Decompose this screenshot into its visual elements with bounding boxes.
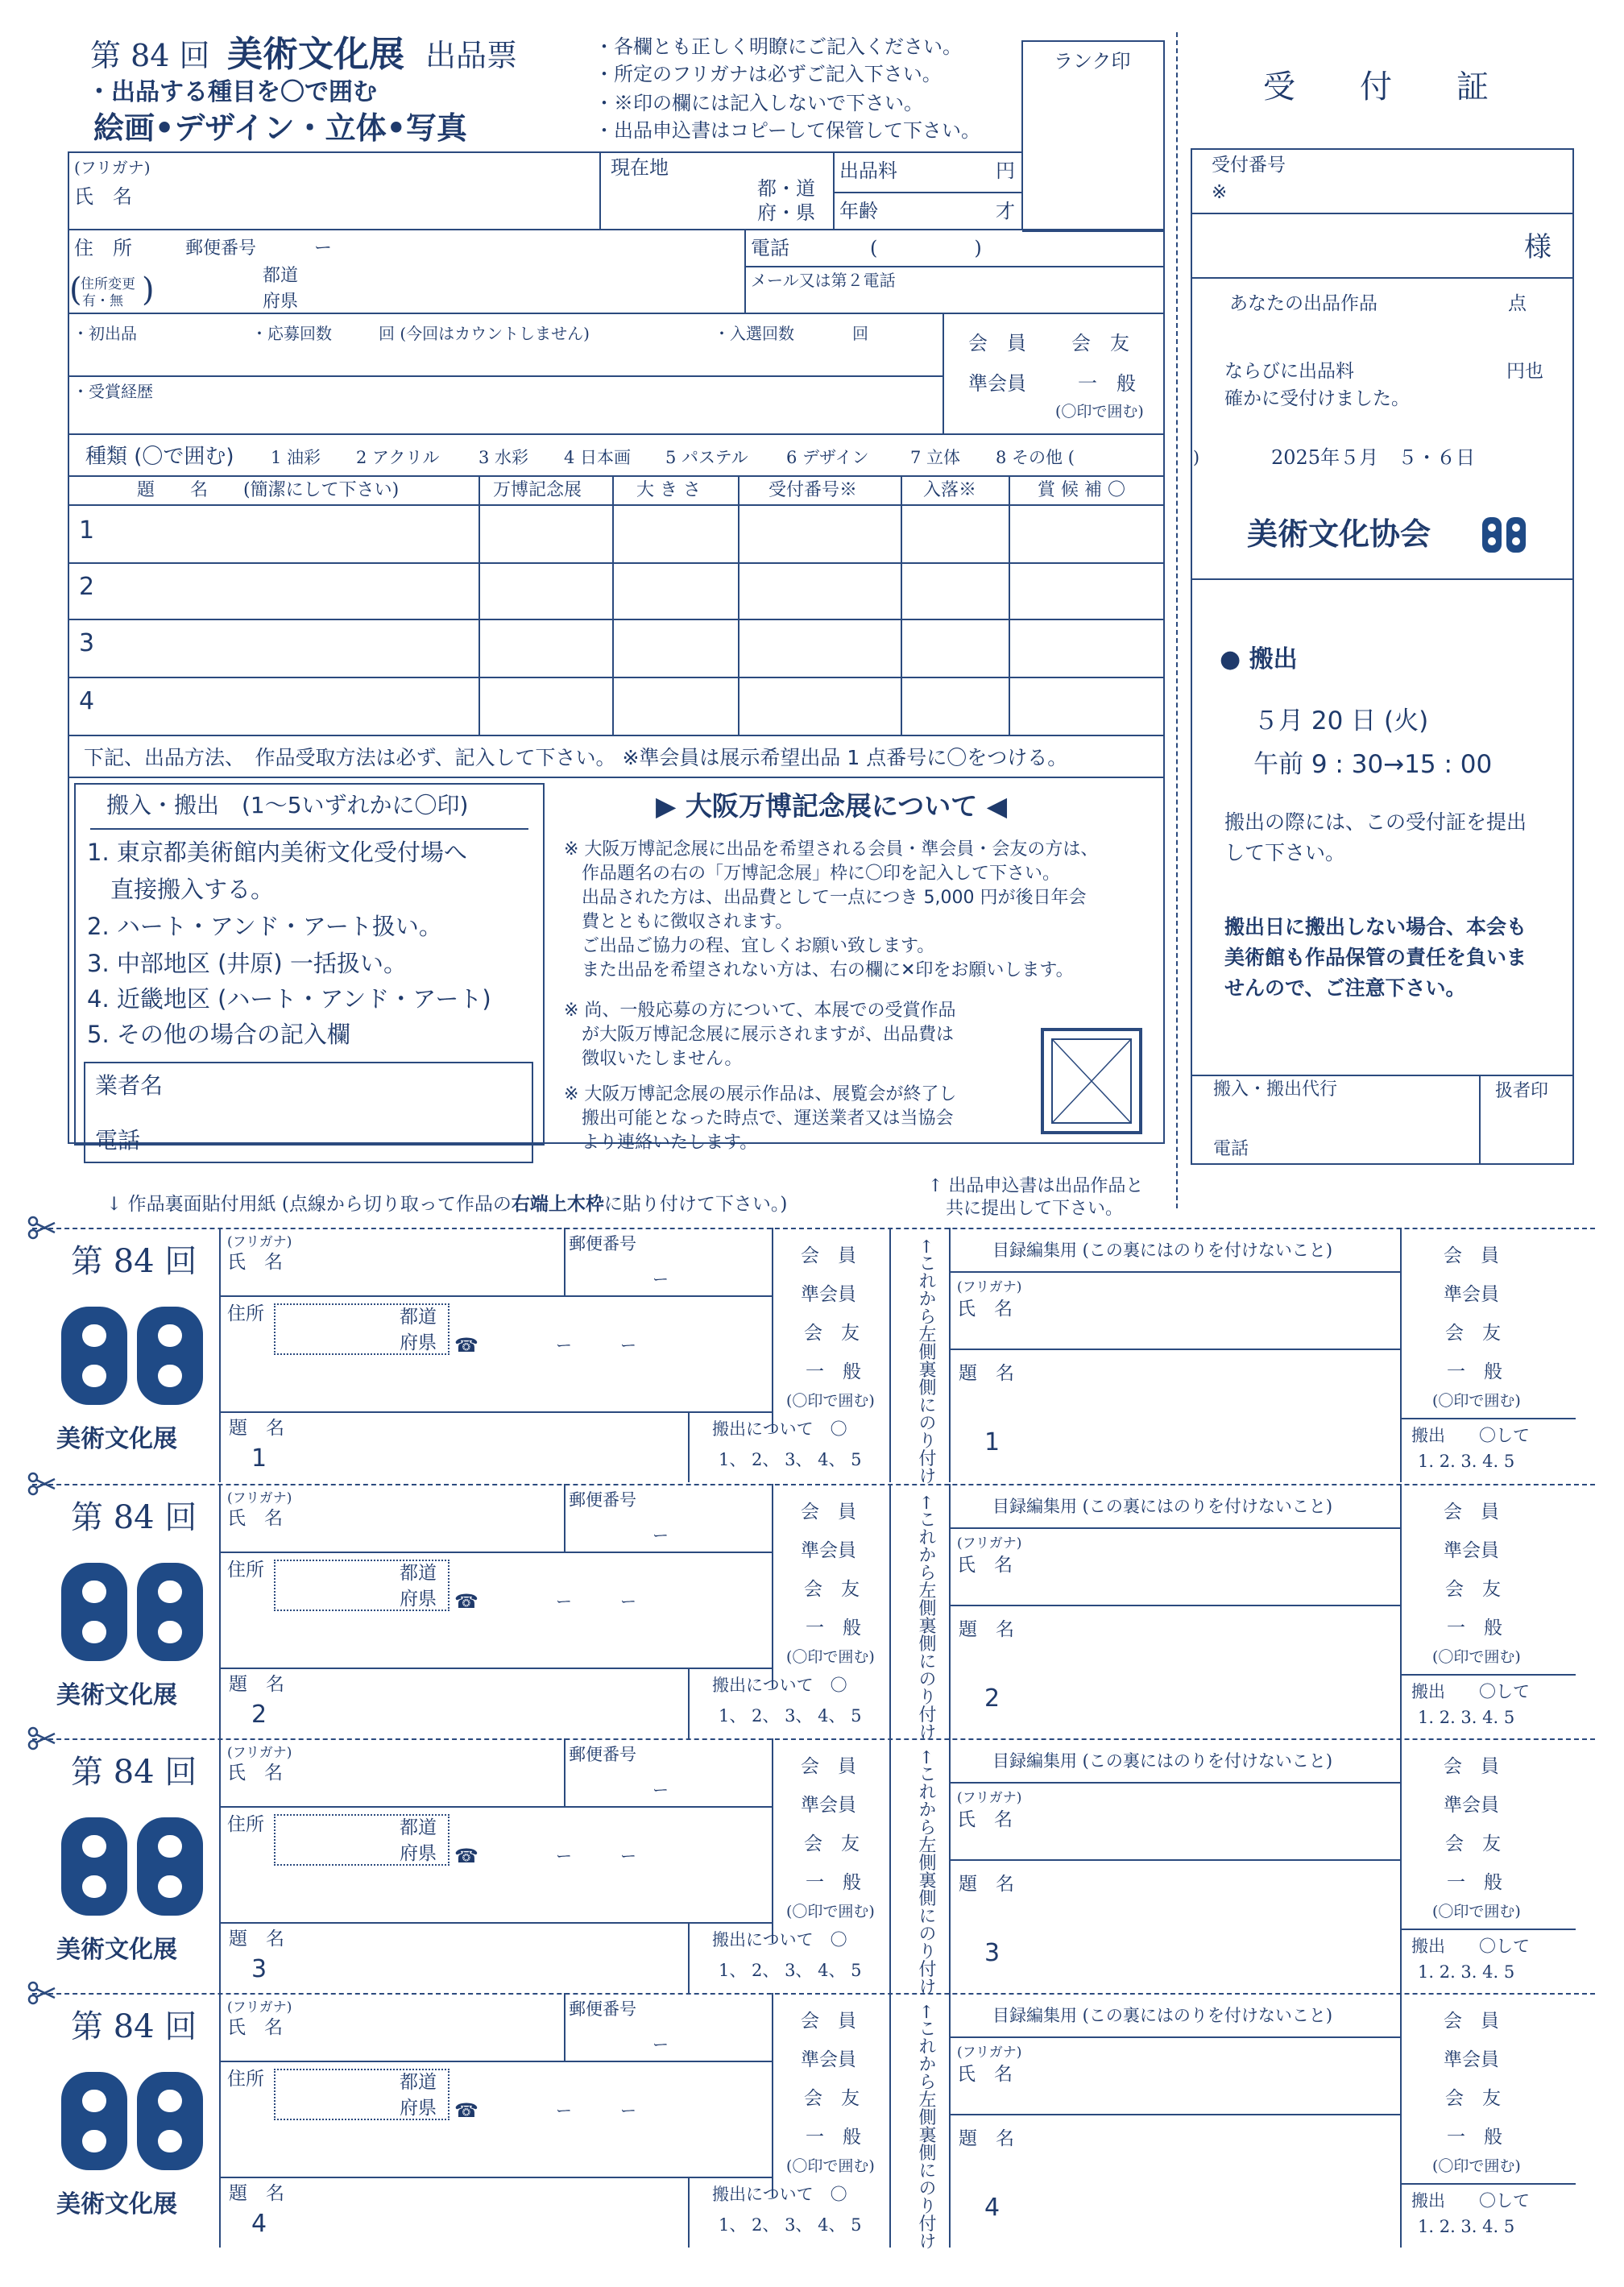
change-paren-l: ( [69, 271, 82, 309]
grade-member: 会 員 [968, 332, 1026, 354]
osaka-p3-2: 搬出可能となった時点で、運送業者又は当協会 [564, 1108, 954, 1129]
label-c-number: 4 [984, 2194, 1000, 2222]
receipt-number-label: 受付番号 [1212, 155, 1286, 176]
label-postal-dash: ー [652, 1270, 669, 1289]
award-label: ・受賞経歴 [72, 382, 153, 401]
selected-label: ・入選回数 [714, 324, 794, 343]
osaka-p2-3: 徴収いたしません。 [564, 1049, 743, 1069]
kind-3[interactable]: 3 水彩 [478, 448, 529, 467]
label-title: 題 名 [229, 1418, 284, 1439]
label-c-ippan: 一 般 [1447, 1361, 1502, 1382]
vendor-tel: 電話 [95, 1127, 141, 1154]
label-member: 会 員 [801, 1756, 856, 1777]
label-furigana: (フリガナ) [227, 1745, 292, 1761]
carry-title: 搬入・搬出 (1〜5いずれかに〇印) [106, 792, 469, 818]
note-4: ・出品申込書はコピーして保管して下さい。 [594, 119, 981, 142]
vendor-label: 業者名 [95, 1072, 164, 1099]
label-out-nums: 1、 2、 3、 4、 5 [719, 1450, 862, 1469]
change-label-1: 住所変更 [81, 276, 135, 292]
osaka-title: ▶ 大阪万博記念展について ◀ [656, 790, 1008, 822]
osaka-p3-3: より連絡いたします。 [564, 1133, 758, 1153]
fee-yen: 円 [996, 160, 1015, 182]
osaka-p2-1: ※ 尚、一般応募の方について、本展での受賞作品 [564, 1001, 956, 1021]
label-name: 氏 名 [227, 1763, 283, 1784]
subtitle-1: ・出品する種目を〇で囲む [87, 78, 377, 106]
label-c-furigana: (フリガナ) [957, 1279, 1022, 1295]
label-paste-note: ←これから左側裏側にのり付け [916, 1495, 936, 1741]
note-1: ・各欄とも正しく明瞭にご記入ください。 [594, 35, 962, 58]
receipt-line-1: あなたの出品作品 [1229, 293, 1378, 314]
first-label: ・初出品 [72, 324, 137, 343]
carry-item-1[interactable]: 1. 東京都美術館内美術文化受付場へ [87, 839, 467, 866]
carry-item-1b: 直接搬入する。 [87, 876, 275, 903]
osaka-p3-1: ※ 大阪万博記念展の展示作品は、展覧会が終了し [564, 1084, 957, 1104]
label-out-nums: 1、 2、 3、 4、 5 [719, 1961, 862, 1980]
row-4: 4 [79, 687, 95, 715]
out-time: 午前 9 : 30→15 : 00 [1253, 750, 1493, 779]
grade-jun: 準会員 [968, 372, 1026, 395]
label-strip-2 [0, 1484, 1624, 1741]
label-brand: 美術文化展 [56, 1936, 177, 1964]
genzaichi-label: 現在地 [611, 156, 669, 179]
label-c-title: 題 名 [959, 1363, 1014, 1384]
label-tel-dash: ー ー [556, 1846, 636, 1866]
tel-label: 電話 [751, 237, 789, 259]
label-out2: 搬出 〇して [1411, 1937, 1530, 1956]
label-title: 題 名 [229, 1674, 284, 1695]
osaka-p1-3: 出品された方は、出品費として一点につき 5,000 円が後日年会 [564, 888, 1087, 908]
labels-note-bold: 右端上木枠 [511, 1194, 604, 1215]
label-number: 2 [251, 1701, 267, 1729]
label-c-number: 3 [984, 1939, 1000, 1967]
kind-label: 種類 (〇で囲む) [85, 445, 234, 469]
label-out: 搬出について 〇 [712, 1676, 847, 1695]
change-paren-r: ) [142, 271, 155, 309]
label-c-jun: 準会員 [1444, 1795, 1499, 1816]
label-c-circle: (〇印で囲む) [1432, 1392, 1521, 1410]
label-furigana: (フリガナ) [227, 1999, 292, 2016]
labels-note-left [106, 1195, 787, 1214]
label-circle: (〇印で囲む) [786, 1903, 875, 1920]
fee-label: 出品料 [839, 160, 897, 182]
col-award: 賞 候 補 〇 [1038, 480, 1125, 500]
agent-stamp: 扱者印 [1495, 1081, 1549, 1101]
grade-kaiyu: 会 友 [1071, 332, 1129, 354]
label-phone-icon: ☎ [454, 1845, 478, 1867]
label-c-furigana: (フリガナ) [957, 1535, 1022, 1552]
label-c-name: 氏 名 [957, 1299, 1013, 1320]
label-name: 氏 名 [227, 1508, 283, 1529]
label-catalog: 目録編集用 (この裏にはのりを付けないこと) [992, 1497, 1333, 1516]
label-c-jun: 準会員 [1444, 2049, 1499, 2070]
receipt-title: 受 付 証 [1263, 68, 1489, 106]
label-kaiyu: 会 友 [804, 2088, 860, 2109]
label-postal-dash: ー [652, 1780, 669, 1800]
osaka-p1-5: ご出品ご協力の程、宜しくお願い致します。 [564, 936, 935, 956]
kind-6[interactable]: 6 デザイン [786, 448, 869, 467]
label-c-circle: (〇印で囲む) [1432, 2157, 1521, 2175]
label-addr: 住所 [227, 2069, 264, 2090]
out-title: ● 搬出 [1220, 645, 1298, 673]
label-jun: 準会員 [801, 1540, 856, 1561]
label-circle: (〇印で囲む) [786, 2157, 875, 2175]
kind-1[interactable]: 1 油彩 [271, 448, 321, 467]
scissors-icon [27, 1471, 56, 1497]
title-prefix: 第 84 回 [90, 38, 210, 73]
labels-note-right-1: ↑ 出品申込書は出品作品と [928, 1176, 1144, 1196]
scissors-icon [27, 1980, 56, 2006]
label-c-ippan: 一 般 [1447, 1618, 1502, 1639]
cross-box[interactable] [1041, 1028, 1142, 1134]
carry-item-3[interactable]: 3. 中部地区 (井原) 一括扱い。 [87, 950, 407, 977]
scissors-icon [27, 1215, 56, 1241]
label-c-member: 会 員 [1444, 1502, 1499, 1523]
label-ippan: 一 般 [806, 2127, 861, 2148]
label-no: 第 84 回 [71, 1499, 197, 1536]
label-member: 会 員 [801, 1502, 856, 1523]
count-note: 回 (今回はカウントしません) [379, 324, 590, 343]
osaka-p1-6: また出品を希望されない方は、右の欄に✕印をお願いします。 [564, 960, 1074, 980]
label-c-title: 題 名 [959, 1619, 1014, 1640]
label-out2: 搬出 〇して [1411, 1426, 1530, 1445]
receipt-date: 2025年５月 ５・６日 [1271, 446, 1476, 469]
label-out2: 搬出 〇して [1411, 2191, 1530, 2210]
label-number: 3 [251, 1955, 267, 1983]
label-furigana: (フリガナ) [227, 1490, 292, 1506]
labels-note-c: に貼り付けて下さい。) [603, 1194, 788, 1215]
brand-logo-icon [58, 1305, 206, 1407]
label-no: 第 84 回 [71, 1243, 197, 1280]
count-label: ・応募回数 [251, 324, 332, 343]
agent-tel: 電話 [1213, 1139, 1249, 1159]
label-ippan: 一 般 [806, 1361, 861, 1382]
warning-3: せんので、ご注意下さい。 [1224, 976, 1466, 1000]
label-paste-note: ←これから左側裏側にのり付け [916, 2004, 936, 2250]
warning-2: 美術館も作品保管の責任を負いま [1224, 946, 1527, 969]
carry-item-2[interactable]: 2. ハート・アンド・アート扱い。 [87, 913, 442, 940]
tel-paren: ( ) [870, 237, 982, 259]
label-paste-note: ←これから左側裏側にのり付け [916, 1239, 936, 1485]
kind-4[interactable]: 4 日本画 [564, 448, 632, 467]
label-c-number: 1 [984, 1428, 1000, 1456]
agent-label: 搬入・搬出代行 [1213, 1079, 1338, 1100]
col-banpaku: 万博記念展 [493, 480, 582, 500]
label-out2-nums: 1. 2. 3. 4. 5 [1418, 1708, 1515, 1727]
brand-logo-icon [58, 1816, 206, 1917]
out-date: ５月 20 日 (火) [1253, 706, 1429, 735]
col-result: 入落※ [923, 480, 977, 500]
furigana-label: (フリガナ) [74, 158, 151, 177]
label-catalog: 目録編集用 (この裏にはのりを付けないこと) [992, 2006, 1333, 2025]
label-out2-nums: 1. 2. 3. 4. 5 [1418, 1452, 1515, 1471]
instruction: 下記、出品方法、 作品受取方法は必ず、記入して下さい。 ※準会員は展示希望出品 1 点番号に〇をつける。 [84, 746, 1068, 769]
label-kaiyu: 会 友 [804, 1323, 860, 1344]
label-brand: 美術文化展 [56, 1681, 177, 1709]
postal-label: 郵便番号 [185, 238, 257, 259]
label-c-kaiyu: 会 友 [1445, 1579, 1501, 1600]
age-sai: 才 [996, 200, 1015, 222]
label-kaiyu: 会 友 [804, 1579, 860, 1600]
label-phone-icon: ☎ [454, 2099, 478, 2122]
label-addr: 住所 [227, 1814, 264, 1835]
label-out2-nums: 1. 2. 3. 4. 5 [1418, 1962, 1515, 1982]
subtitle-2: 絵画•デザイン・立体•写真 [93, 110, 467, 146]
label-brand: 美術文化展 [56, 1425, 177, 1453]
brand-logo-icon [58, 1561, 206, 1663]
row-2: 2 [79, 573, 95, 601]
todo-label: 都・道 [757, 177, 815, 200]
receipt-org [1247, 516, 1431, 552]
receipt-number-mark: ※ [1212, 182, 1228, 203]
label-c-member: 会 員 [1444, 1756, 1499, 1777]
scissors-icon [27, 1726, 56, 1751]
rank-stamp-label: ランク印 [1054, 50, 1131, 73]
label-number: 1 [251, 1444, 267, 1473]
kind-7[interactable]: 7 立体 [910, 448, 961, 467]
note-2: ・所定のフリガナは必ずご記入下さい。 [594, 63, 942, 85]
label-ippan: 一 般 [806, 1618, 861, 1639]
label-circle: (〇印で囲む) [786, 1392, 875, 1410]
carry-item-5[interactable]: 5. その他の場合の記入欄 [87, 1021, 350, 1048]
label-c-circle: (〇印で囲む) [1432, 1648, 1521, 1666]
col-size: 大 き さ [636, 480, 701, 500]
receipt-sama: 様 [1524, 231, 1552, 263]
selected-kai: 回 [852, 324, 868, 343]
name-label: 氏 名 [74, 185, 132, 208]
label-jun: 準会員 [801, 1795, 856, 1816]
label-member: 会 員 [801, 2011, 856, 2032]
label-tel-dash: ー ー [556, 1592, 636, 1611]
label-todo: 都道 [400, 1307, 437, 1328]
label-out: 搬出について 〇 [712, 1930, 847, 1949]
label-postal-dash: ー [652, 2035, 669, 2054]
label-postal-dash: ー [652, 1526, 669, 1545]
label-catalog: 目録編集用 (この裏にはのりを付けないこと) [992, 1241, 1333, 1260]
label-strip-4 [0, 1993, 1624, 2248]
label-c-furigana: (フリガナ) [957, 2045, 1022, 2061]
label-no: 第 84 回 [71, 2008, 197, 2045]
label-fuken: 府県 [400, 1332, 437, 1353]
label-number: 4 [251, 2210, 267, 2238]
receipt-org-text: 美術文化协会 [1247, 516, 1431, 552]
address-label: 住 所 [74, 237, 132, 259]
label-c-circle: (〇印で囲む) [1432, 1903, 1521, 1920]
label-c-title: 題 名 [959, 2128, 1014, 2149]
kind-8[interactable]: 8 その他 ( ) [996, 448, 1200, 467]
title-brand: 美術文化展 [227, 34, 404, 75]
label-fuken: 府県 [400, 1843, 437, 1864]
label-postal: 郵便番号 [569, 1234, 636, 1253]
labels-note-a: ↓ 作品裏面貼付用紙 (点線から切り取って作品の [106, 1194, 512, 1215]
row-1: 1 [79, 516, 95, 545]
label-catalog: 目録編集用 (この裏にはのりを付けないこと) [992, 1751, 1333, 1771]
label-out-nums: 1、 2、 3、 4、 5 [719, 2215, 862, 2235]
label-c-member: 会 員 [1444, 2011, 1499, 2032]
out-note-1: 搬出の際には、この受付証を提出 [1224, 810, 1527, 834]
label-todo: 都道 [400, 2072, 437, 2093]
col-receipt: 受付番号※ [768, 480, 858, 500]
label-c-name: 氏 名 [957, 2064, 1013, 2085]
osaka-p2-2: が大阪万博記念展に展示されますが、出品費は [564, 1025, 955, 1045]
label-out2: 搬出 〇して [1411, 1682, 1530, 1701]
label-c-title: 題 名 [959, 1874, 1014, 1895]
label-phone-icon: ☎ [454, 1334, 478, 1357]
label-member: 会 員 [801, 1245, 856, 1266]
label-title: 題 名 [229, 1929, 284, 1949]
osaka-title-text: 大阪万博記念展について [685, 790, 978, 822]
label-ippan: 一 般 [806, 1872, 861, 1893]
label-furigana: (フリガナ) [227, 1234, 292, 1250]
label-title: 題 名 [229, 2183, 284, 2204]
age-label: 年齢 [839, 200, 878, 222]
label-jun: 準会員 [801, 2049, 856, 2070]
postal-dash: ー [314, 238, 333, 259]
label-out: 搬出について 〇 [712, 2185, 847, 2204]
grade-ippan: 一 般 [1078, 372, 1136, 395]
label-addr: 住所 [227, 1560, 264, 1581]
col-title: 題 名 (簡潔にして下さい) [137, 480, 400, 500]
receipt-ten: 点 [1508, 293, 1527, 314]
label-todo: 都道 [400, 1817, 437, 1838]
label-postal: 郵便番号 [569, 1745, 636, 1764]
label-postal: 郵便番号 [569, 1490, 636, 1510]
labels-note-right-2: 共に提出して下さい。 [928, 1199, 1124, 1219]
title-suffix: 出品票 [425, 38, 518, 73]
label-fuken: 府県 [400, 1589, 437, 1610]
label-c-kaiyu: 会 友 [1445, 2088, 1501, 2109]
label-postal: 郵便番号 [569, 1999, 636, 2019]
label-paste-note: ←これから左側裏側にのり付け [916, 1750, 936, 1995]
label-c-kaiyu: 会 友 [1445, 1323, 1501, 1344]
label-c-jun: 準会員 [1444, 1540, 1499, 1561]
grade-circle: (〇印で囲む) [1055, 403, 1144, 421]
label-phone-icon: ☎ [454, 1590, 478, 1613]
label-out2-nums: 1. 2. 3. 4. 5 [1418, 2217, 1515, 2236]
label-c-jun: 準会員 [1444, 1284, 1499, 1305]
fuken2-label: 府県 [263, 292, 299, 312]
label-c-ippan: 一 般 [1447, 2127, 1502, 2148]
label-c-name: 氏 名 [957, 1555, 1013, 1576]
email-label: メール又は第２電話 [751, 271, 896, 290]
label-fuken: 府県 [400, 2098, 437, 2119]
osaka-p1-1: ※ 大阪万博記念展に出品を希望される会員・準会員・会友の方は、 [564, 839, 1099, 860]
row-3: 3 [79, 629, 95, 657]
label-out-nums: 1、 2、 3、 4、 5 [719, 1706, 862, 1726]
receipt-enya: 円也 [1506, 361, 1543, 382]
org-logo-icon [1481, 516, 1527, 554]
brand-logo-icon [58, 2070, 206, 2172]
kind-2[interactable]: 2 アクリル [356, 448, 440, 467]
out-note-2: して下さい。 [1224, 841, 1346, 864]
osaka-p1-2: 作品題名の右の「万博記念展」枠に〇印を記入して下さい。 [564, 864, 1061, 884]
carry-item-4[interactable]: 4. 近畿地区 (ハート・アンド・アート) [87, 985, 491, 1013]
label-c-ippan: 一 般 [1447, 1872, 1502, 1893]
note-3: ・※印の欄には記入しないで下さい。 [594, 92, 923, 114]
label-c-number: 2 [984, 1684, 1000, 1713]
label-c-furigana: (フリガナ) [957, 1790, 1022, 1806]
label-c-name: 氏 名 [957, 1809, 1013, 1830]
label-strip-3 [0, 1738, 1624, 1993]
label-name: 氏 名 [227, 2017, 283, 2038]
label-jun: 準会員 [801, 1284, 856, 1305]
label-todo: 都道 [400, 1563, 437, 1584]
label-c-kaiyu: 会 友 [1445, 1833, 1501, 1854]
label-tel-dash: ー ー [556, 2101, 636, 2120]
warning-1: 搬出日に搬出しない場合、本会も [1224, 915, 1527, 938]
label-strip-1 [0, 1228, 1624, 1485]
label-kaiyu: 会 友 [804, 1833, 860, 1854]
label-c-member: 会 員 [1444, 1245, 1499, 1266]
fuken-label: 府・県 [757, 201, 815, 224]
receipt-line-3: 確かに受付けました。 [1224, 388, 1410, 409]
change-label-2: 有・無 [82, 293, 123, 309]
todo2-label: 都道 [263, 266, 299, 286]
label-brand: 美術文化展 [56, 2190, 177, 2219]
label-name: 氏 名 [227, 1252, 283, 1273]
kind-5[interactable]: 5 パステル [665, 448, 748, 467]
label-circle: (〇印で囲む) [786, 1648, 875, 1666]
label-tel-dash: ー ー [556, 1336, 636, 1355]
receipt-line-2: ならびに出品料 [1224, 361, 1354, 382]
label-no: 第 84 回 [71, 1754, 197, 1791]
label-out: 搬出について 〇 [712, 1419, 847, 1439]
label-addr: 住所 [227, 1303, 264, 1324]
osaka-p1-4: 費とともに徴収されます。 [564, 912, 793, 932]
